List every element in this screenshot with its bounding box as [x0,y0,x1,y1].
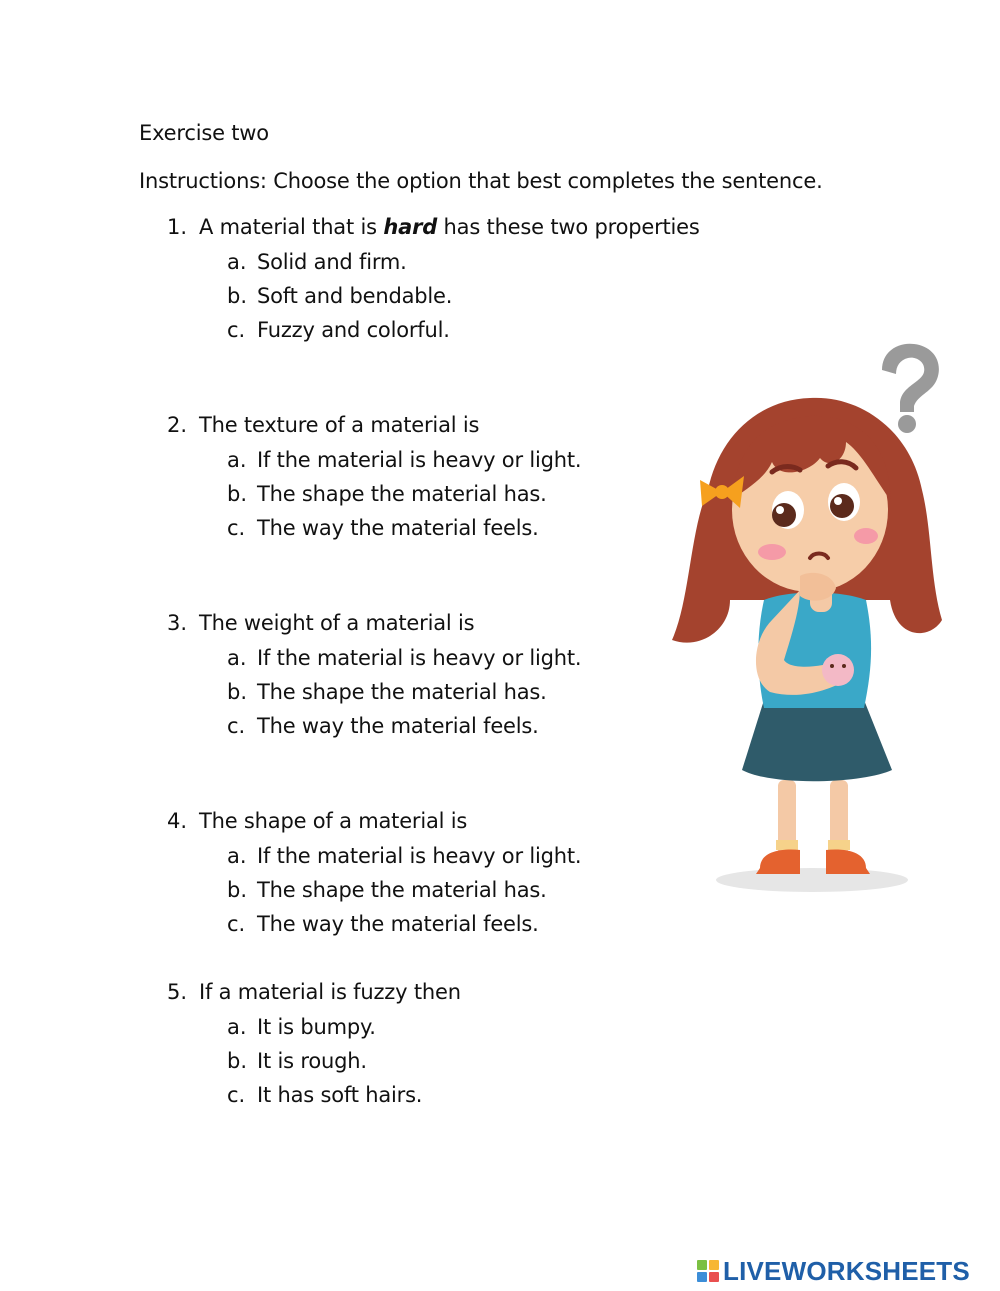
option-text[interactable]: If the material is heavy or light. [257,646,582,670]
option-text[interactable]: The way the material feels. [257,516,539,540]
option-letter: c. [227,318,246,342]
question-number: 4. [167,809,188,833]
option-text[interactable]: Soft and bendable. [257,284,453,308]
option-text[interactable]: Fuzzy and colorful. [257,318,450,342]
option-text[interactable]: It is rough. [257,1049,367,1073]
option-text[interactable]: The shape the material has. [257,680,547,704]
instructions: Instructions: Choose the option that best completes the sentence. [139,169,823,193]
option-text[interactable]: If the material is heavy or light. [257,448,582,472]
option-letter: b. [227,680,248,704]
option-letter: c. [227,714,246,738]
option-letter: c. [227,1083,246,1107]
option-letter: a. [227,1015,247,1039]
option-letter: a. [227,844,247,868]
option-text[interactable]: Solid and firm. [257,250,407,274]
option-letter: b. [227,284,248,308]
option-letter: c. [227,912,246,936]
thinking-girl-illustration [660,340,960,900]
logo-blocks-icon [697,1260,719,1282]
option-letter: c. [227,516,246,540]
question-text: The shape of a material is [199,809,468,833]
option-letter: b. [227,482,248,506]
question-number: 1. [167,215,188,239]
option-text[interactable]: The way the material feels. [257,912,539,936]
option-letter: a. [227,646,247,670]
option-text[interactable]: It has soft hairs. [257,1083,423,1107]
option-text[interactable]: The way the material feels. [257,714,539,738]
page-title: Exercise two [139,121,269,145]
question-number: 2. [167,413,188,437]
liveworksheets-logo [697,1256,970,1286]
logo-text: LIVEWORKSHEETS [723,1255,970,1286]
option-text[interactable]: If the material is heavy or light. [257,844,582,868]
question-text-suffix: has these two properties [437,215,700,239]
question-emphasis: hard [383,215,438,239]
question-text: The weight of a material is [199,611,475,635]
question-mark-icon [882,344,939,433]
option-text[interactable]: The shape the material has. [257,878,547,902]
question-text-prefix: A material that is [199,215,384,239]
question-text [199,214,700,240]
option-letter: b. [227,878,248,902]
option-letter: a. [227,448,247,472]
question-number: 5. [167,980,188,1004]
option-letter: b. [227,1049,248,1073]
question-text: If a material is fuzzy then [199,980,461,1004]
option-letter: a. [227,250,247,274]
option-text[interactable]: The shape the material has. [257,482,547,506]
question-number: 3. [167,611,188,635]
option-text[interactable]: It is bumpy. [257,1015,376,1039]
question-text: The texture of a material is [199,413,480,437]
